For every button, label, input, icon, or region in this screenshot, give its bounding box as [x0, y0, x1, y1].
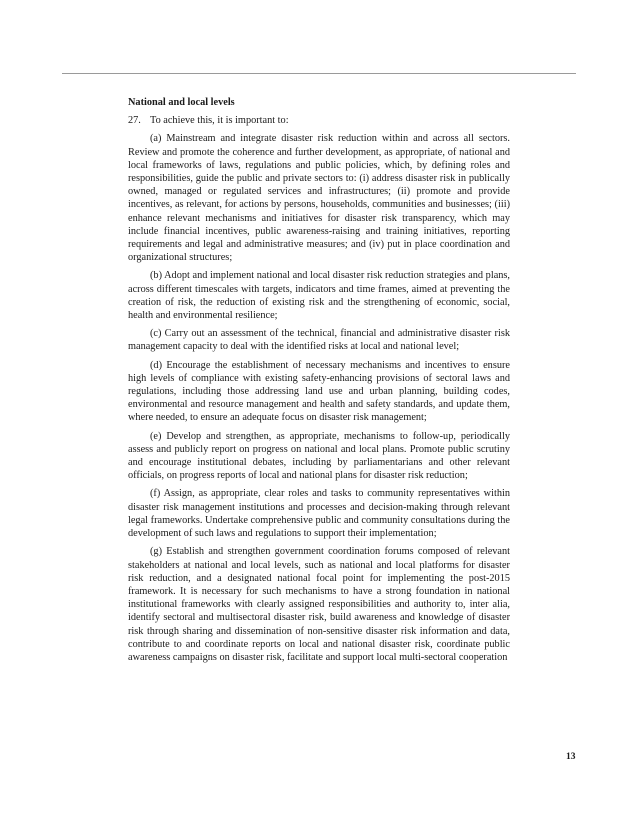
section-heading: National and local levels: [128, 97, 235, 108]
list-item-e: (e) Develop and strengthen, as appropriate, mechanisms to follow-up, periodically assess and publicly report on progress on national and local plans. Promote public scrutiny and encourage institutional debates, including by parliamentarians and other relevant officials, on progress reports of local and national plans for disaster risk reduction;: [128, 430, 510, 482]
paragraph-number: 27.: [128, 115, 141, 127]
list-item-f: (f) Assign, as appropriate, clear roles and tasks to community representatives within disaster risk management institutions and processes and decision-making through relevant legal frameworks. Undertake comprehensive public and community consultations during the development of such laws and regulations to support their implementation;: [128, 488, 510, 540]
paragraph-27: [128, 114, 510, 127]
list-item-a: (a) Mainstream and integrate disaster risk reduction within and across all sectors. Review and promote the coherence and further development, as appropriate, of national and local frameworks of laws, regulations and public policies, which, by defining roles and responsibilities, guide the public and private sectors to: (i) address disaster risk in publically owned, managed or regulated services and infrastructures; (ii) promote and provide incentives, as relevant, for actions by persons, households, communities and businesses; (iii) enhance relevant mechanisms and initiatives for disaster risk transparency, which may include financial incentives, public awareness-raising and training initiatives, reporting requirements and legal and administrative measures; and (iv) put in place coordination and organizational structures;: [128, 133, 510, 264]
page-number: 13: [566, 752, 576, 762]
list-item-d: (d) Encourage the establishment of necessary mechanisms and incentives to ensure high levels of compliance with existing safety-enhancing provisions of sectoral laws and regulations, including those addressing land use and urban planning, building codes, environmental and resource management and health and safety standards, and update them, where needed, to ensure an adequate focus on disaster risk management;: [128, 359, 510, 424]
header-rule: [62, 73, 576, 74]
list-item-c: (c) Carry out an assessment of the technical, financial and administrative disaster risk management capacity to deal with the identified risks at local and national level;: [128, 328, 510, 353]
list-item-g: (g) Establish and strengthen government coordination forums composed of relevant stakeholders at national and local levels, such as national and local platforms for disaster risk reduction, and a designated national focal point for implementing the post-2015 framework. It is necessary for such mechanisms to have a strong foundation in national institutional frameworks with clearly assigned responsibilities and authority to, inter alia, identify sectoral and multisectoral disaster risk, build awareness and knowledge of disaster risk through sharing and dissemination of non-sensitive disaster risk information and data, contribute to and coordinate reports on local and national disaster risk, coordinate public awareness campaigns on disaster risk, facilitate and support local multi-sectoral cooperation: [128, 546, 510, 663]
document-body: [128, 96, 510, 669]
list-item-b: (b) Adopt and implement national and local disaster risk reduction strategies and plans, across different timescales with targets, indicators and time frames, aimed at preventing the creation of risk, the reduction of existing risk and the strengthening of economic, social, health and environmental resilience;: [128, 270, 510, 322]
paragraph-intro: To achieve this, it is important to:: [150, 115, 289, 127]
